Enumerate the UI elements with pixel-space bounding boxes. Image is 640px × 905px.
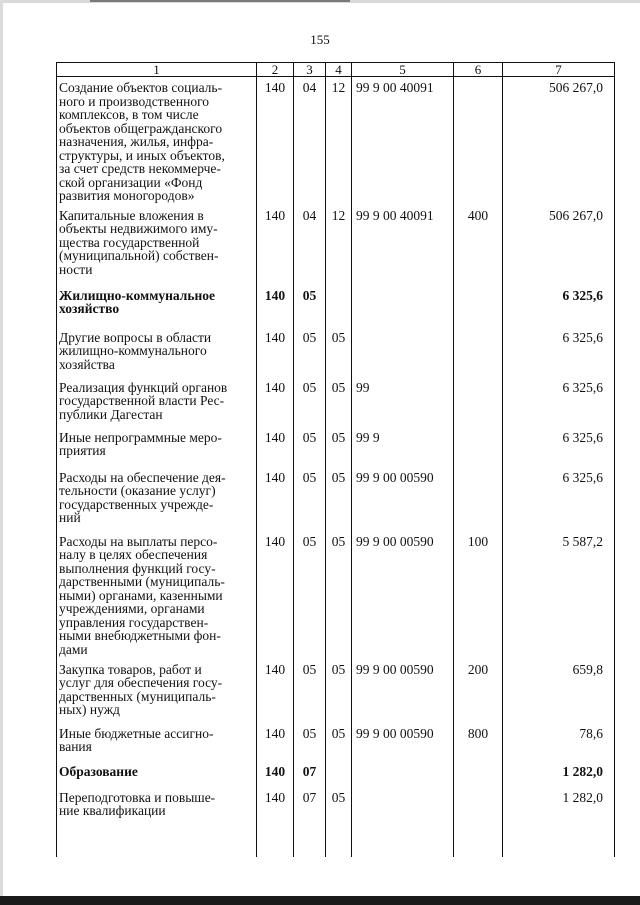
item-name-line: Иные непрограммные меро- xyxy=(59,429,222,445)
table-row xyxy=(57,723,615,761)
table-row xyxy=(57,427,615,467)
table-row xyxy=(57,285,615,327)
ministry-code: 140 xyxy=(257,427,294,467)
target-article-code: 99 9 00 00590 xyxy=(352,659,454,723)
item-name-line: Переподготовка и повыше- xyxy=(59,789,216,805)
ministry-code: 140 xyxy=(257,327,294,377)
target-article-code xyxy=(352,327,454,377)
table-row xyxy=(57,77,615,205)
table-row xyxy=(57,659,615,723)
target-article-code: 99 9 00 00590 xyxy=(352,467,454,531)
item-name xyxy=(57,659,257,723)
item-name-line: ние квалификации xyxy=(59,803,166,818)
page-number: 155 xyxy=(310,32,330,47)
item-name xyxy=(57,787,257,827)
item-name-line: ний xyxy=(59,510,81,525)
item-name xyxy=(57,427,257,467)
item-name-line: учреждениями, органами xyxy=(59,601,205,616)
ministry-code: 140 xyxy=(257,467,294,531)
item-name-line: вания xyxy=(59,739,92,754)
expense-type-code xyxy=(454,467,503,531)
expense-type-code xyxy=(454,377,503,427)
amount: 6 325,6 xyxy=(503,285,615,327)
expense-type-code: 200 xyxy=(454,659,503,723)
subsection-code xyxy=(326,761,352,787)
ministry-code: 140 xyxy=(257,787,294,827)
column-header: 7 xyxy=(503,63,615,77)
item-name-line: ности xyxy=(59,261,93,277)
item-name-line: хозяйство xyxy=(59,301,120,316)
ministry-code: 140 xyxy=(257,285,294,327)
item-name-line: ных) нужд xyxy=(59,702,120,717)
budget-table-body xyxy=(57,77,615,857)
item-name-line: государственных учрежде- xyxy=(59,496,214,512)
item-name-line: за счет средств некоммерче- xyxy=(59,161,221,176)
ministry-code: 140 xyxy=(257,205,294,285)
empty-cell xyxy=(326,827,352,857)
item-name-line: услуг для обеспечения госу- xyxy=(59,675,223,690)
empty-cell xyxy=(454,827,503,857)
amount: 1 282,0 xyxy=(503,761,615,787)
item-name-line: ской организации «Фонд xyxy=(59,174,203,190)
item-name-line: назначения, жилья, инфра- xyxy=(59,134,214,149)
section-code: 05 xyxy=(294,377,326,427)
target-article-code: 99 9 00 00590 xyxy=(352,531,454,659)
target-article-code xyxy=(352,285,454,327)
section-code: 07 xyxy=(294,787,326,827)
table-row xyxy=(57,327,615,377)
item-name-line: Реализация функций органов xyxy=(59,379,228,395)
amount: 506 267,0 xyxy=(503,205,615,285)
item-name-line: Иные бюджетные ассигно- xyxy=(59,725,214,741)
item-name xyxy=(57,531,257,659)
section-code: 07 xyxy=(294,761,326,787)
subsection-code: 05 xyxy=(326,327,352,377)
column-header: 2 xyxy=(257,63,294,77)
table-row xyxy=(57,531,615,659)
item-name-line: структуры, и иных объектов, xyxy=(59,147,225,163)
table-row xyxy=(57,787,615,827)
item-name-line: тельности (оказание услуг) xyxy=(59,483,216,498)
item-name-line: Закупка товаров, работ и xyxy=(59,661,202,677)
table-row xyxy=(57,205,615,285)
item-name-line: управления государствен- xyxy=(59,614,209,630)
column-header: 6 xyxy=(454,63,503,77)
section-code: 04 xyxy=(294,205,326,285)
amount: 1 282,0 xyxy=(503,787,615,827)
item-name-line: развития моногородов» xyxy=(59,188,195,203)
ministry-code: 140 xyxy=(257,723,294,761)
target-article-code: 99 9 xyxy=(352,427,454,467)
target-article-code: 99 9 00 40091 xyxy=(352,77,454,205)
amount: 6 325,6 xyxy=(503,377,615,427)
item-name-line: Расходы на обеспечение дея- xyxy=(59,469,226,485)
expense-type-code: 400 xyxy=(454,205,503,285)
amount: 6 325,6 xyxy=(503,427,615,467)
expense-type-code xyxy=(454,285,503,327)
subsection-code: 05 xyxy=(326,723,352,761)
item-name xyxy=(57,77,257,205)
column-header: 1 xyxy=(57,63,257,77)
section-code: 04 xyxy=(294,77,326,205)
table-row xyxy=(57,467,615,531)
column-header: 3 xyxy=(294,63,326,77)
target-article-code: 99 xyxy=(352,377,454,427)
item-name-line: Образование xyxy=(59,763,138,779)
subsection-code: 05 xyxy=(326,787,352,827)
item-name-line: Капитальные вложения в xyxy=(59,207,204,223)
item-name-line: ными) органами, казенными xyxy=(59,587,223,603)
target-article-code: 99 9 00 00590 xyxy=(352,723,454,761)
subsection-code: 05 xyxy=(326,531,352,659)
subsection-code: 12 xyxy=(326,77,352,205)
expense-type-code xyxy=(454,327,503,377)
section-code: 05 xyxy=(294,467,326,531)
section-code: 05 xyxy=(294,723,326,761)
item-name xyxy=(57,285,257,327)
expense-type-code xyxy=(454,77,503,205)
section-code: 05 xyxy=(294,427,326,467)
item-name-line: дарственными (муниципаль- xyxy=(59,574,225,589)
scan-edge-bottom xyxy=(0,896,640,905)
item-name-line: ными внебюджетными фон- xyxy=(59,628,221,643)
scan-edge-left xyxy=(0,0,3,905)
ministry-code: 140 xyxy=(257,659,294,723)
item-name-line: государственной власти Рес- xyxy=(59,393,225,408)
table-tail-row xyxy=(57,827,615,857)
expense-type-code: 800 xyxy=(454,723,503,761)
item-name-line: Создание объектов социаль- xyxy=(59,80,223,95)
item-name-line: ного и производственного xyxy=(59,93,210,109)
amount: 6 325,6 xyxy=(503,327,615,377)
ministry-code: 140 xyxy=(257,77,294,205)
amount: 659,8 xyxy=(503,659,615,723)
empty-cell xyxy=(57,827,257,857)
column-header: 5 xyxy=(352,63,454,77)
amount: 6 325,6 xyxy=(503,467,615,531)
item-name-line: объектов общегражданского xyxy=(59,120,223,136)
item-name xyxy=(57,467,257,531)
target-article-code xyxy=(352,787,454,827)
item-name-line: дарственных (муниципаль- xyxy=(59,688,216,704)
subsection-code xyxy=(326,285,352,327)
item-name-line: Жилищно-коммунальное xyxy=(59,287,216,303)
empty-cell xyxy=(257,827,294,857)
budget-table xyxy=(56,62,615,857)
item-name-line: Расходы на выплаты персо- xyxy=(59,533,218,549)
expense-type-code xyxy=(454,787,503,827)
ministry-code: 140 xyxy=(257,377,294,427)
item-name-line: щества государственной xyxy=(59,234,200,250)
target-article-code xyxy=(352,761,454,787)
subsection-code: 05 xyxy=(326,427,352,467)
subsection-code: 05 xyxy=(326,377,352,427)
column-header: 4 xyxy=(326,63,352,77)
target-article-code: 99 9 00 40091 xyxy=(352,205,454,285)
expense-type-code xyxy=(454,761,503,787)
scan-edge-top-shadow xyxy=(90,0,350,2)
subsection-code: 12 xyxy=(326,205,352,285)
item-name-line: приятия xyxy=(59,443,106,458)
section-code: 05 xyxy=(294,659,326,723)
item-name xyxy=(57,723,257,761)
item-name-line: жилищно-коммунального xyxy=(59,343,207,358)
amount: 506 267,0 xyxy=(503,77,615,205)
column-header-row xyxy=(57,63,615,77)
empty-cell xyxy=(294,827,326,857)
ministry-code: 140 xyxy=(257,761,294,787)
ministry-code: 140 xyxy=(257,531,294,659)
empty-cell xyxy=(352,827,454,857)
table-row xyxy=(57,377,615,427)
section-code: 05 xyxy=(294,327,326,377)
item-name xyxy=(57,327,257,377)
section-code: 05 xyxy=(294,531,326,659)
subsection-code: 05 xyxy=(326,467,352,531)
section-code: 05 xyxy=(294,285,326,327)
amount: 5 587,2 xyxy=(503,531,615,659)
item-name xyxy=(57,205,257,285)
table-row xyxy=(57,761,615,787)
item-name-line: объекты недвижимого иму- xyxy=(59,221,218,236)
item-name xyxy=(57,377,257,427)
expense-type-code xyxy=(454,427,503,467)
item-name xyxy=(57,761,257,787)
empty-cell xyxy=(503,827,615,857)
item-name-line: дами xyxy=(59,641,88,657)
expense-type-code: 100 xyxy=(454,531,503,659)
item-name-line: комплексов, в том числе xyxy=(59,107,199,122)
subsection-code: 05 xyxy=(326,659,352,723)
item-name-line: выполнения функций госу- xyxy=(59,560,216,576)
item-name-line: публики Дагестан xyxy=(59,406,163,422)
item-name-line: хозяйства xyxy=(59,356,115,372)
amount: 78,6 xyxy=(503,723,615,761)
item-name-line: Другие вопросы в области xyxy=(59,329,212,345)
item-name-line: налу в целях обеспечения xyxy=(59,547,208,562)
item-name-line: (муниципальной) собствен- xyxy=(59,248,219,263)
